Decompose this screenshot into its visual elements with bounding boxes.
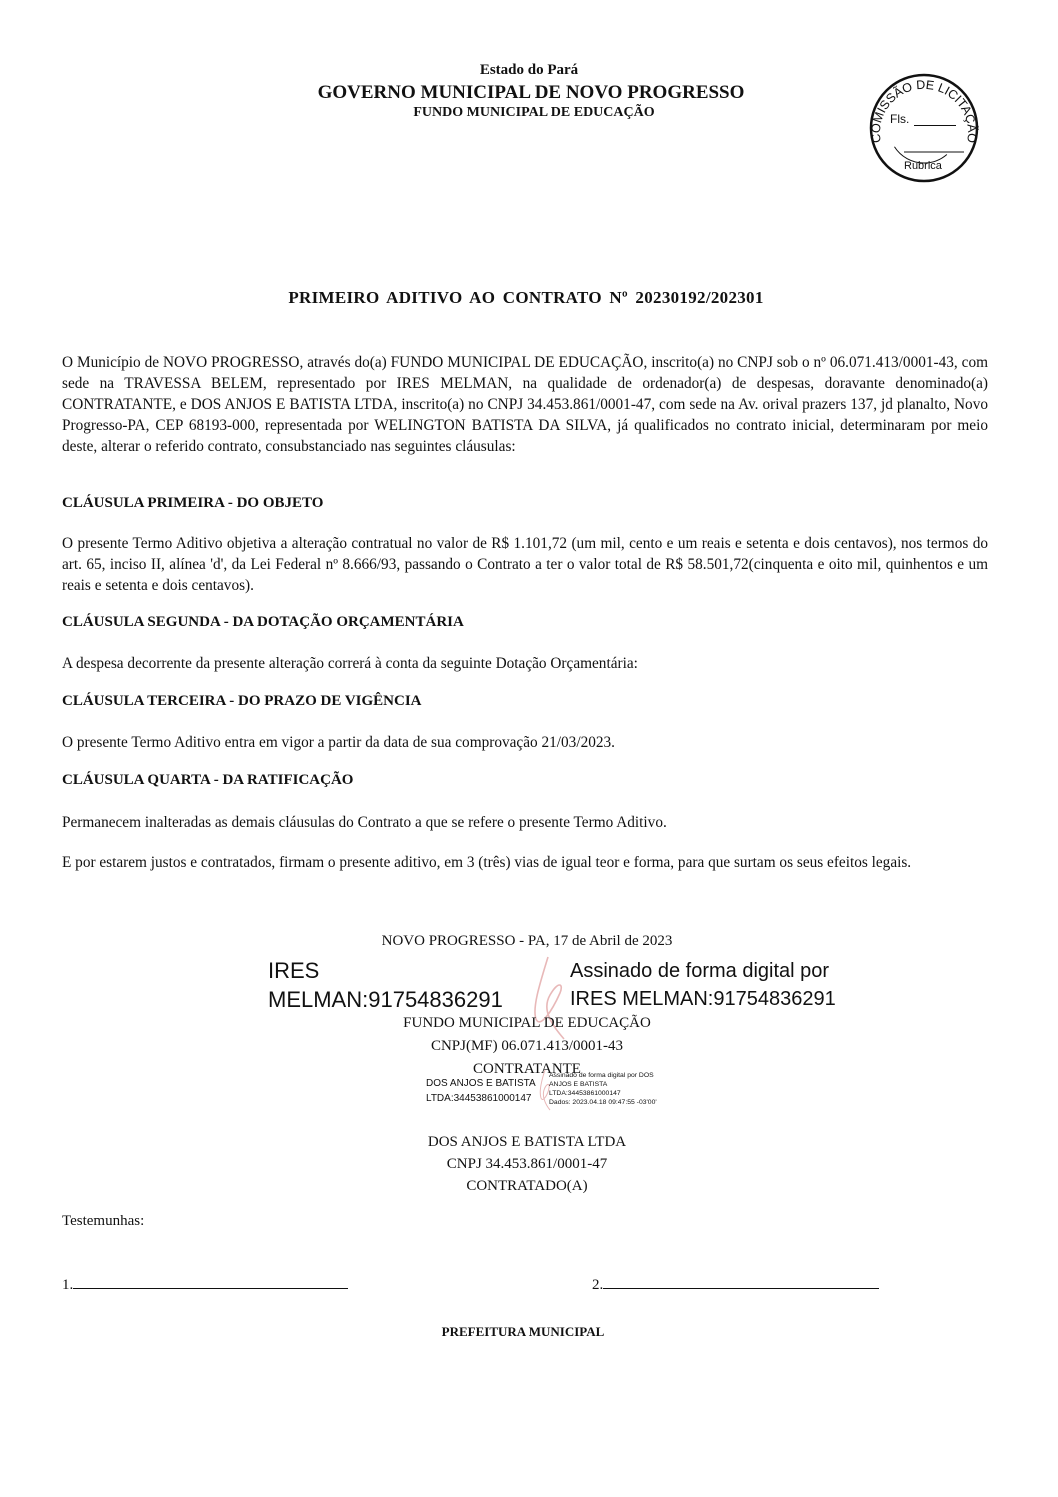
- clause-3-heading: CLÁUSULA TERCEIRA - DO PRAZO DE VIGÊNCIA: [62, 693, 422, 709]
- intro-paragraph: O Município de NOVO PROGRESSO, através do(a) FUNDO MUNICIPAL DE EDUCAÇÃO, inscrito(a) no CNPJ sob o nº 06.071.413/0001-43, com sede na TRAVESSA BELEM, representado por IRES MELMAN, na qualidade de ordenador(a) de despesas, doravante denominado(a) CONTRATANTE, e DOS ANJOS E BATISTA LTDA, inscrito(a) no CNPJ 34.453.861/0001-47, com sede na Av. orival prazers 137, jd planalto, Novo Progresso-PA, CEP 68193-000, representada por WELINGTON BATISTA DA SILVA, já qualificados no contrato inicial, determinaram por meio deste, alterar o referido contrato, consubstanciado nas seguintes cláusulas:: [62, 354, 988, 455]
- header-state: Estado do Pará: [479, 62, 579, 78]
- signature1-name: [268, 956, 503, 1014]
- signature2-signed-line3: LTDA:34453861000147: [549, 1090, 621, 1097]
- signature2-details: [549, 1071, 657, 1107]
- footer-prefeitura: PREFEITURA MUNICIPAL: [441, 1324, 605, 1339]
- contratante-name: FUNDO MUNICIPAL DE EDUCAÇÃO: [403, 1015, 651, 1031]
- witness-2-number: 2.: [592, 1277, 604, 1293]
- header-government: GOVERNO MUNICIPAL DE NOVO PROGRESSO: [317, 82, 745, 103]
- closing-paragraph: E por estarem justos e contratados, firmam o presente aditivo, em 3 (três) vias de igual teor e forma, para que surtam os seus efeitos legais.: [62, 854, 912, 871]
- witness-1-signature-line: [73, 1273, 348, 1289]
- document-title: PRIMEIRO ADITIVO AO CONTRATO Nº 20230192/202301: [288, 288, 764, 307]
- signature2-name-line2: LTDA:34453861000147: [426, 1093, 532, 1104]
- signature2-signed-line1: Assinado de forma digital por DOS: [549, 1072, 654, 1079]
- contratado-block: [0, 1131, 1054, 1197]
- witness-1-number: 1.: [62, 1277, 74, 1293]
- clause-4-text: Permanecem inalteradas as demais cláusulas do Contrato a que se refere o presente Termo Aditivo.: [62, 814, 667, 831]
- witness-2-line: [592, 1273, 879, 1294]
- clause-2-text: A despesa decorrente da presente alteração correrá à conta da seguinte Dotação Orçamentária:: [62, 655, 638, 672]
- witness-1-line: [62, 1273, 348, 1294]
- witness-2-signature-line: [603, 1273, 879, 1289]
- signature2-name: [426, 1076, 536, 1106]
- signature1-signed-line1: Assinado de forma digital por: [570, 960, 830, 982]
- clause-2-heading: CLÁUSULA SEGUNDA - DA DOTAÇÃO ORÇAMENTÁRIA: [62, 614, 464, 630]
- signature1-name-line2: MELMAN:91754836291: [268, 987, 503, 1012]
- contratante-cnpj: CNPJ(MF) 06.071.413/0001-43: [430, 1038, 624, 1054]
- contratante-role: CONTRATANTE: [473, 1061, 581, 1077]
- svg-text:COMISSÃO DE LICITAÇÃO: [869, 78, 979, 144]
- stamp-fls-line: [914, 125, 956, 126]
- signature1-name-line1: IRES: [268, 958, 320, 983]
- signature2-signed-line4: Dados: 2023.04.18 09:47:55 -03'00': [549, 1099, 657, 1106]
- clause-4-heading: CLÁUSULA QUARTA - DA RATIFICAÇÃO: [62, 772, 354, 788]
- licitacao-stamp: [868, 72, 980, 184]
- signature1-signed-line2: IRES MELMAN:91754836291: [570, 988, 836, 1010]
- contratado-name: DOS ANJOS E BATISTA LTDA: [427, 1134, 627, 1150]
- header-fund: FUNDO MUNICIPAL DE EDUCAÇÃO: [413, 105, 655, 120]
- signature1-details: [570, 957, 836, 1013]
- clause-1-heading: CLÁUSULA PRIMEIRA - DO OBJETO: [62, 495, 324, 511]
- contratado-role: CONTRATADO(A): [466, 1178, 588, 1194]
- contratante-block: [0, 1012, 1054, 1081]
- place-date: NOVO PROGRESSO - PA, 17 de Abril de 2023: [381, 933, 673, 949]
- clause-1-text: O presente Termo Aditivo objetiva a alteração contratual no valor de R$ 1.101,72 (um mil, cento e um reais e setenta e dois centavos), nos termos do art. 65, inciso II, alínea 'd', da Lei Federal nº 8.666/93, passando o Contrato a ter o valor total de R$ 58.501,72(cinquenta e oito mil, quinhentos e um reais e setenta e dois centavos).: [62, 535, 988, 594]
- contratado-cnpj: CNPJ 34.453.861/0001-47: [446, 1156, 608, 1172]
- signature2-signed-line2: ANJOS E BATISTA: [549, 1081, 608, 1088]
- clause-3-text: O presente Termo Aditivo entra em vigor a partir da data de sua comprovação 21/03/2023.: [62, 734, 615, 751]
- stamp-arc-text: COMISSÃO DE LICITAÇÃO: [868, 77, 980, 144]
- witnesses-label: Testemunhas:: [62, 1213, 145, 1229]
- signature2-name-line1: DOS ANJOS E BATISTA: [426, 1078, 536, 1089]
- stamp-fls-label: Fls.: [890, 112, 910, 126]
- stamp-rubrica-label: Rubrica: [904, 160, 942, 172]
